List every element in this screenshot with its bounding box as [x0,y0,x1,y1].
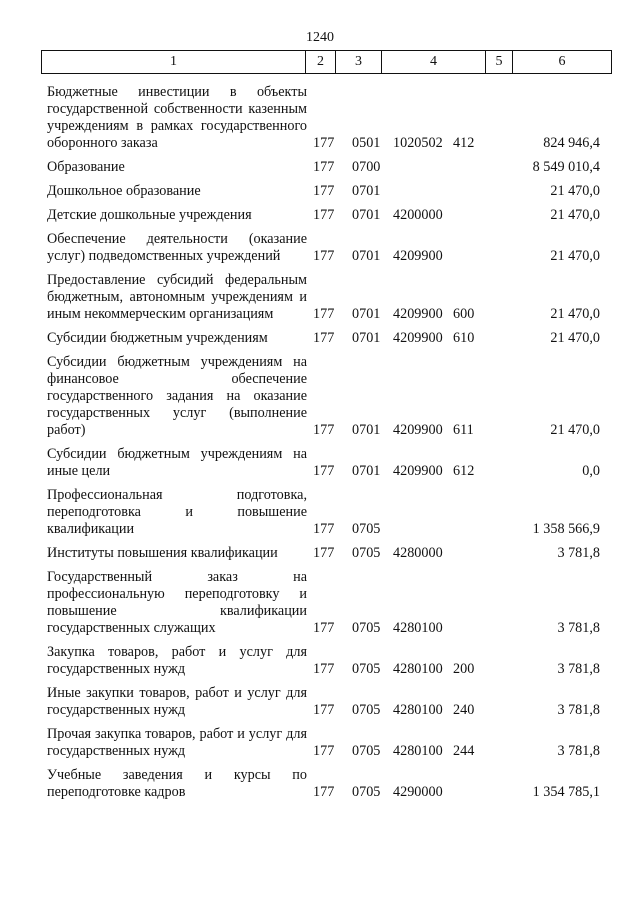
row-name: Иные закупки товаров, работ и услуг для государственных нужд [47,685,307,718]
row-amount: 1 358 566,9 [532,521,600,537]
row-code-ministry: 177 [313,463,335,479]
column-header-5: 5 [486,51,513,74]
row-code-article: 4280000 [393,545,443,561]
row-name: Предоставление субсидий федеральным бюджетным, автономным учреждениям и иным некоммерческим организациям [47,272,307,322]
column-header-2: 2 [306,51,336,74]
row-code-article: 4280100 [393,702,443,718]
row-code-article: 4280100 [393,743,443,759]
row-amount: 824 946,4 [543,135,600,151]
row-name: Профессиональная подготовка, переподготовка и повышение квалификации [47,487,307,537]
row-code-ministry: 177 [313,784,335,800]
table-row [0,231,640,265]
row-amount: 0,0 [582,463,600,479]
row-code-section: 0501 [352,135,381,151]
column-header-row [42,51,612,74]
row-code-section: 0701 [352,330,381,346]
table-row [0,545,640,562]
table-row [0,569,640,637]
row-code-ministry: 177 [313,702,335,718]
row-name: Детские дошкольные учреждения [47,207,252,223]
row-code-section: 0705 [352,702,381,718]
column-header-1: 1 [42,51,306,74]
row-amount: 21 470,0 [550,330,600,346]
row-code-section: 0701 [352,248,381,264]
row-code-ministry: 177 [313,743,335,759]
row-code-ministry: 177 [313,422,335,438]
row-code-article: 4209900 [393,463,443,479]
row-code-ministry: 177 [313,330,335,346]
row-code-section: 0701 [352,207,381,223]
row-code-expense-type: 600 [453,306,475,322]
row-name: Государственный заказ на профессиональную переподготовку и повышение квалификации государственных служащих [47,569,307,636]
table-row [0,272,640,323]
table-row [0,446,640,480]
row-code-article: 4209900 [393,330,443,346]
row-name: Субсидии бюджетным учреждениям [47,330,268,346]
row-code-section: 0705 [352,661,381,677]
row-code-section: 0701 [352,183,381,199]
row-code-section: 0705 [352,620,381,636]
row-code-section: 0701 [352,463,381,479]
row-code-ministry: 177 [313,248,335,264]
row-code-ministry: 177 [313,207,335,223]
table-row [0,330,640,347]
row-amount: 21 470,0 [550,422,600,438]
row-code-article: 4200000 [393,207,443,223]
row-code-section: 0705 [352,545,381,561]
row-code-ministry: 177 [313,159,335,175]
row-code-ministry: 177 [313,135,335,151]
row-code-ministry: 177 [313,661,335,677]
row-code-section: 0701 [352,306,381,322]
table-row [0,767,640,801]
row-amount: 3 781,8 [557,620,600,636]
row-name: Субсидии бюджетным учреждениям на иные цели [47,446,307,479]
row-amount: 8 549 010,4 [532,159,600,175]
table-row [0,207,640,224]
row-name: Прочая закупка товаров, работ и услуг для государственных нужд [47,726,307,759]
table-row [0,183,640,200]
row-code-section: 0705 [352,784,381,800]
row-code-expense-type: 412 [453,135,475,151]
table-row [0,354,640,439]
table-row [0,84,640,152]
budget-table-body [0,84,640,801]
column-header-table [41,50,612,74]
row-amount: 21 470,0 [550,248,600,264]
row-code-section: 0705 [352,521,381,537]
row-name: Дошкольное образование [47,183,201,199]
row-amount: 21 470,0 [550,183,600,199]
page-number: 1240 [306,30,334,45]
table-row [0,644,640,678]
row-name: Обеспечение деятельности (оказание услуг) подведомственных учреждений [47,231,307,264]
row-amount: 21 470,0 [550,207,600,223]
row-code-article: 4280100 [393,620,443,636]
row-amount: 1 354 785,1 [532,784,600,800]
row-code-article: 4209900 [393,248,443,264]
row-code-section: 0700 [352,159,381,175]
row-name: Закупка товаров, работ и услуг для государственных нужд [47,644,307,677]
row-code-expense-type: 240 [453,702,475,718]
row-amount: 3 781,8 [557,545,600,561]
table-row [0,487,640,538]
column-header-4: 4 [382,51,486,74]
row-name: Образование [47,159,125,175]
row-name: Бюджетные инвестиции в объекты государственной собственности казенным учреждениям в рамках государственного оборонного заказа [47,84,307,151]
row-code-expense-type: 610 [453,330,475,346]
column-header-6: 6 [513,51,612,74]
row-code-ministry: 177 [313,183,335,199]
row-code-article: 4209900 [393,306,443,322]
row-code-ministry: 177 [313,521,335,537]
row-code-article: 4290000 [393,784,443,800]
table-row [0,685,640,719]
row-name: Субсидии бюджетным учреждениям на финансовое обеспечение государственного задания на оказание государственных услуг (выполнение работ) [47,354,307,438]
table-row [0,159,640,176]
row-name: Учебные заведения и курсы по переподготовке кадров [47,767,307,800]
row-amount: 3 781,8 [557,661,600,677]
row-name: Институты повышения квалификации [47,545,278,561]
row-code-expense-type: 244 [453,743,475,759]
row-code-article: 4209900 [393,422,443,438]
row-code-ministry: 177 [313,545,335,561]
row-amount: 3 781,8 [557,743,600,759]
row-code-expense-type: 612 [453,463,475,479]
row-code-expense-type: 611 [453,422,474,438]
row-code-article: 1020502 [393,135,443,151]
row-code-ministry: 177 [313,306,335,322]
row-code-expense-type: 200 [453,661,475,677]
row-code-article: 4280100 [393,661,443,677]
row-code-ministry: 177 [313,620,335,636]
table-row [0,726,640,760]
row-code-section: 0705 [352,743,381,759]
row-code-section: 0701 [352,422,381,438]
column-header-3: 3 [336,51,382,74]
row-amount: 21 470,0 [550,306,600,322]
row-amount: 3 781,8 [557,702,600,718]
